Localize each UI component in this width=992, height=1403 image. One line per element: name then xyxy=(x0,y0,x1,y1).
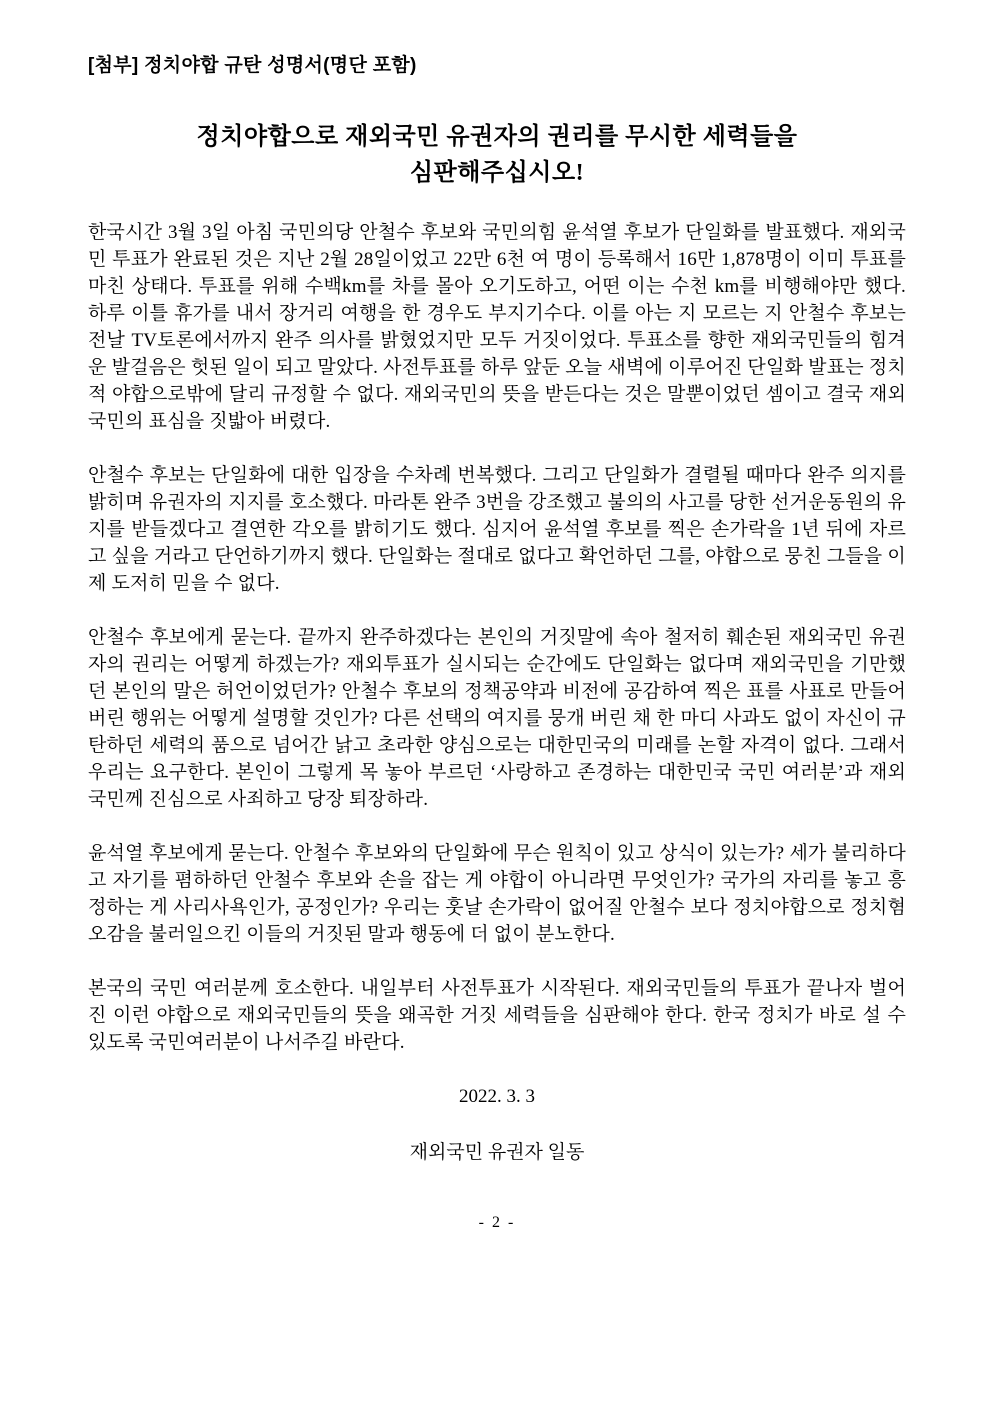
paragraph-5: 본국의 국민 여러분께 호소한다. 내일부터 사전투표가 시작된다. 재외국민들의 투표가 끝나자 벌어진 이런 야합으로 재외국민들의 뜻을 왜곡한 거짓 세력들을 심판해야 한다. 한국 정치가 바로 설 수 있도록 국민여러분이 나서주길 바란다. xyxy=(88,978,906,1053)
statement-date: 2022. 3. 3 xyxy=(459,1086,535,1107)
paragraph-3: 안철수 후보에게 묻는다. 끝까지 완주하겠다는 본인의 거짓말에 속아 철저히 훼손된 재외국민 유권자의 권리는 어떻게 하겠는가? 재외투표가 실시되는 순간에도 단일화는 없다며 재외국민을 기만했던 본인의 말은 허언이었던가? 안철수 후보의 정책공약과 비전에 공감하여 찍은 표를 사표로 만들어버린 행위는 어떻게 설명할 것인가? 다른 선택의 여지를 뭉개 버린 채 한 마디 사과도 없이 자신이 규탄하던 세력의 품으로 넘어간 낡고 초라한 양심으로는 대한민국의 미래를 논할 자격이 없다. 그래서 우리는 요구한다. 본인이 그렇게 목 놓아 부르던 ‘사랑하고 존경하는 대한민국 국민 여러분’과 재외국민께 진심으로 사죄하고 당장 퇴장하라. xyxy=(88,627,906,810)
statement-title xyxy=(88,119,906,191)
title-line-1: 정치야합으로 재외국민 유권자의 권리를 무시한 세력들을 xyxy=(196,124,798,150)
paragraph-2: 안철수 후보는 단일화에 대한 입장을 수차례 번복했다. 그리고 단일화가 결렬될 때마다 완주 의지를 밝히며 유권자의 지지를 호소했다. 마라톤 완주 3번을 강조했고 불의의 사고를 당한 선거운동원의 유지를 받들겠다고 결연한 각오를 밝히기도 했다. 심지어 윤석열 후보를 찍은 손가락을 1년 뒤에 자르고 싶을 거라고 단언하기까지 했다. 단일화는 절대로 없다고 확언하던 그를, 야합으로 뭉친 그들을 이제 도저히 믿을 수 없다. xyxy=(88,465,906,594)
statement-signature: 재외국민 유권자 일동 xyxy=(409,1142,585,1163)
paragraph-1: 한국시간 3월 3일 아침 국민의당 안철수 후보와 국민의힘 윤석열 후보가 단일화를 발표했다. 재외국민 투표가 완료된 것은 지난 2월 28일이었고 22만 6천 여 명이 등록해서 16만 1,878명이 이미 투표를 마친 상태다. 투표를 위해 수백km를 차를 몰아 오기도하고, 어떤 이는 수천 km를 비행해야만 했다. 하루 이틀 휴가를 내서 장거리 여행을 한 경우도 부지기수다. 이를 아는 지 모르는 지 안철수 후보는 전날 TV토론에서까지 완주 의사를 밝혔었지만 모두 거짓이었다. 투표소를 향한 재외국민들의 힘겨운 발걸음은 헛된 일이 되고 말았다. 사전투표를 하루 앞둔 오늘 새벽에 이루어진 단일화 발표는 정치적 야합으로밖에 달리 규정할 수 없다. 재외국민의 뜻을 받든다는 것은 말뿐이었던 셈이고 결국 재외국민의 표심을 짓밟아 버렸다. xyxy=(88,222,906,432)
statement-body xyxy=(88,219,906,1056)
attachment-header: [첨부] 정치야합 규탄 성명서(명단 포함) xyxy=(88,55,417,76)
page-number: - 2 - xyxy=(478,1214,516,1231)
title-line-2: 심판해주십시오! xyxy=(409,160,585,186)
paragraph-4: 윤석열 후보에게 묻는다. 안철수 후보와의 단일화에 무슨 원칙이 있고 상식이 있는가? 세가 불리하다고 자기를 폄하하던 안철수 후보와 손을 잡는 게 야합이 아니라면 무엇인가? 국가의 자리를 놓고 흥정하는 게 사리사욕인가, 공정인가? 우리는 훗날 손가락이 없어질 안철수 보다 정치야합으로 정치혐오감을 불러일으킨 이들의 거짓된 말과 행동에 더 없이 분노한다. xyxy=(88,843,906,945)
